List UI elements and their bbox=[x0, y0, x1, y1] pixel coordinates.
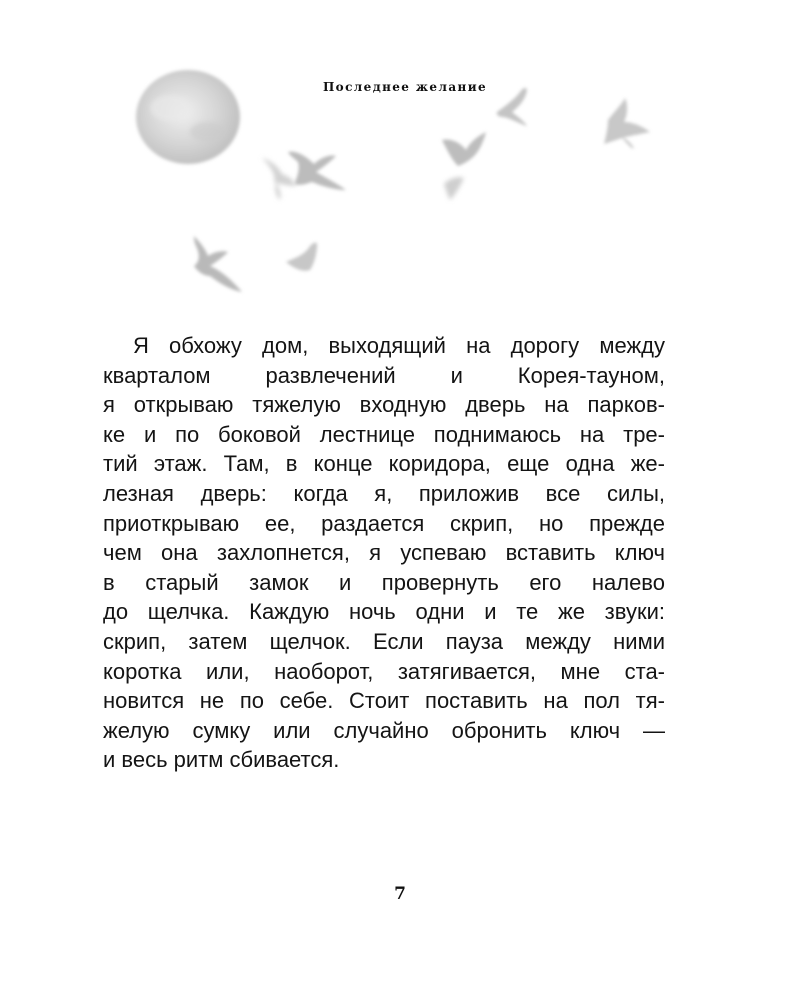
page-number: 7 bbox=[394, 884, 406, 904]
text-line: тий этаж. Там, в конце коридора, еще одна же- bbox=[103, 451, 665, 477]
text-line: скрип, затем щелчок. Если пауза между ними bbox=[103, 628, 665, 654]
bird-icon bbox=[262, 158, 296, 200]
bird-icon bbox=[194, 236, 242, 292]
text-line: кварталом развлечений и Корея-тауном, bbox=[103, 362, 665, 388]
moon-and-birds-illustration bbox=[0, 0, 800, 320]
bird-icon bbox=[604, 98, 650, 148]
running-head: Последнее желание bbox=[322, 80, 488, 94]
text-line: новится не по себе. Стоит поставить на пол тя- bbox=[103, 688, 665, 714]
bird-icon bbox=[442, 132, 486, 166]
text-line: я открываю тяжелую входную дверь на парков- bbox=[103, 392, 665, 418]
bird-icon bbox=[444, 177, 464, 200]
text-line: чем она захлопнется, я успеваю вставить ключ bbox=[103, 540, 665, 566]
text-line: желую сумку или случайно обронить ключ — bbox=[103, 717, 665, 743]
text-line: коротка или, наоборот, затягивается, мне ста- bbox=[103, 658, 665, 684]
body-paragraph bbox=[103, 331, 665, 775]
bird-icon bbox=[286, 243, 317, 271]
text-line: приоткрываю ее, раздается скрип, но прежде bbox=[103, 510, 665, 536]
text-line: и весь ритм сбивается. bbox=[103, 747, 340, 773]
text-line: ке и по боковой лестнице поднимаюсь на тре- bbox=[103, 421, 665, 447]
text-line: до щелчка. Каждую ночь одни и те же звуки: bbox=[103, 599, 665, 625]
text-line: лезная дверь: когда я, приложив все силы, bbox=[103, 480, 665, 506]
bird-icon bbox=[288, 152, 346, 190]
text-line: Я обхожу дом, выходящий на дорогу между bbox=[133, 333, 665, 358]
text-line: в старый замок и провернуть его налево bbox=[103, 569, 665, 595]
